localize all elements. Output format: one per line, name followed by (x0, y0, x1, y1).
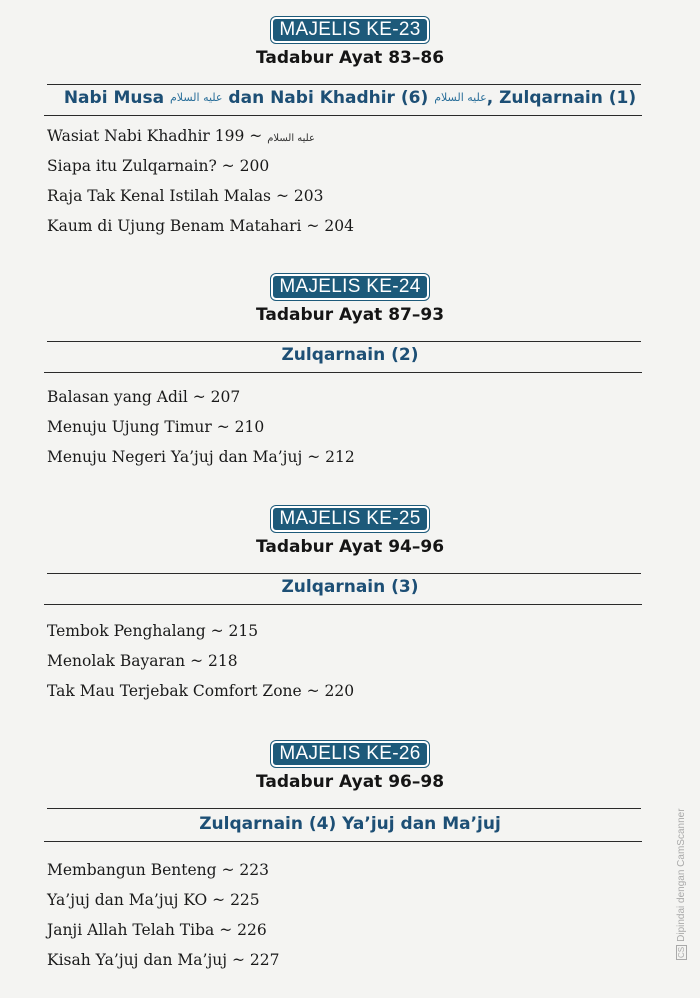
toc-list (47, 616, 354, 706)
tadabur-heading: Tadabur Ayat 87–93 (255, 305, 445, 325)
subtitle-part: dan Nabi Khadhir (228, 88, 395, 108)
majelis-badge: MAJELIS KE-26 (271, 741, 428, 767)
toc-item[interactable]: Balasan yang Adil ~ 207 (47, 388, 241, 406)
toc-item[interactable] (47, 121, 354, 151)
divider-top (47, 573, 641, 574)
tadabur-heading: Tadabur Ayat 94–96 (255, 537, 445, 557)
toc-item[interactable]: Janji Allah Telah Tiba ~ 226 (47, 921, 267, 939)
chapter-subtitle: Zulqarnain (4) Ya’juj dan Ma’juj (199, 814, 501, 834)
toc-list (47, 855, 280, 975)
toc-item[interactable]: Siapa itu Zulqarnain? ~ 200 (47, 157, 270, 175)
majelis-badge-wrap (0, 741, 700, 767)
honorific-calligraphy-icon: عليه السلام (267, 133, 315, 144)
toc-list (47, 121, 354, 241)
majelis-badge: MAJELIS KE-23 (271, 17, 428, 43)
majelis-23-section (0, 17, 700, 247)
honorific-calligraphy-icon: عليه السلام (434, 91, 487, 104)
chapter-subtitle: Zulqarnain (2) (281, 345, 419, 365)
majelis-badge-wrap (0, 274, 700, 300)
divider-top (47, 341, 641, 342)
divider-top (47, 84, 641, 85)
toc-item[interactable]: Kaum di Ujung Benam Matahari ~ 204 (47, 217, 354, 235)
divider-bottom (44, 604, 642, 605)
majelis-24-section (0, 274, 700, 474)
scanner-watermark (676, 808, 687, 960)
majelis-badge-wrap (0, 17, 700, 43)
honorific-calligraphy-icon: عليه السلام (169, 91, 223, 104)
divider-bottom (44, 841, 642, 842)
tadabur-heading: Tadabur Ayat 96–98 (255, 772, 445, 792)
toc-item[interactable]: Raja Tak Kenal Istilah Malas ~ 203 (47, 187, 324, 205)
subtitle-part: Nabi Musa (63, 88, 165, 108)
divider-bottom (44, 115, 642, 116)
toc-item[interactable]: Menolak Bayaran ~ 218 (47, 652, 238, 670)
chapter-subtitle (0, 87, 700, 109)
divider-bottom (44, 372, 642, 373)
watermark-text: Dipindai dengan CamScanner (676, 808, 687, 942)
toc-list (47, 382, 355, 472)
majelis-badge: MAJELIS KE-24 (271, 274, 428, 300)
toc-item[interactable]: Tembok Penghalang ~ 215 (47, 622, 259, 640)
toc-item-text: Wasiat Nabi Khadhir (47, 127, 210, 145)
divider-top (47, 808, 641, 809)
subtitle-part: (6), Zulqarnain (1) (400, 88, 637, 108)
camscanner-logo-icon: CS (677, 946, 686, 958)
toc-item[interactable]: Menuju Ujung Timur ~ 210 (47, 418, 265, 436)
chapter-subtitle: Zulqarnain (3) (281, 577, 419, 597)
toc-item[interactable]: Kisah Ya’juj dan Ma’juj ~ 227 (47, 951, 280, 969)
toc-item[interactable]: Membangun Benteng ~ 223 (47, 861, 269, 879)
majelis-badge-wrap (0, 506, 700, 532)
majelis-badge: MAJELIS KE-25 (271, 506, 428, 532)
majelis-26-section (0, 741, 700, 981)
majelis-25-section (0, 506, 700, 706)
toc-item[interactable]: Ya’juj dan Ma’juj KO ~ 225 (47, 891, 260, 909)
toc-item-page: ~ 199 (214, 127, 263, 145)
tadabur-heading: Tadabur Ayat 83–86 (255, 48, 445, 68)
toc-item[interactable]: Tak Mau Terjebak Comfort Zone ~ 220 (47, 682, 355, 700)
toc-item[interactable]: Menuju Negeri Ya’juj dan Ma’juj ~ 212 (47, 448, 355, 466)
